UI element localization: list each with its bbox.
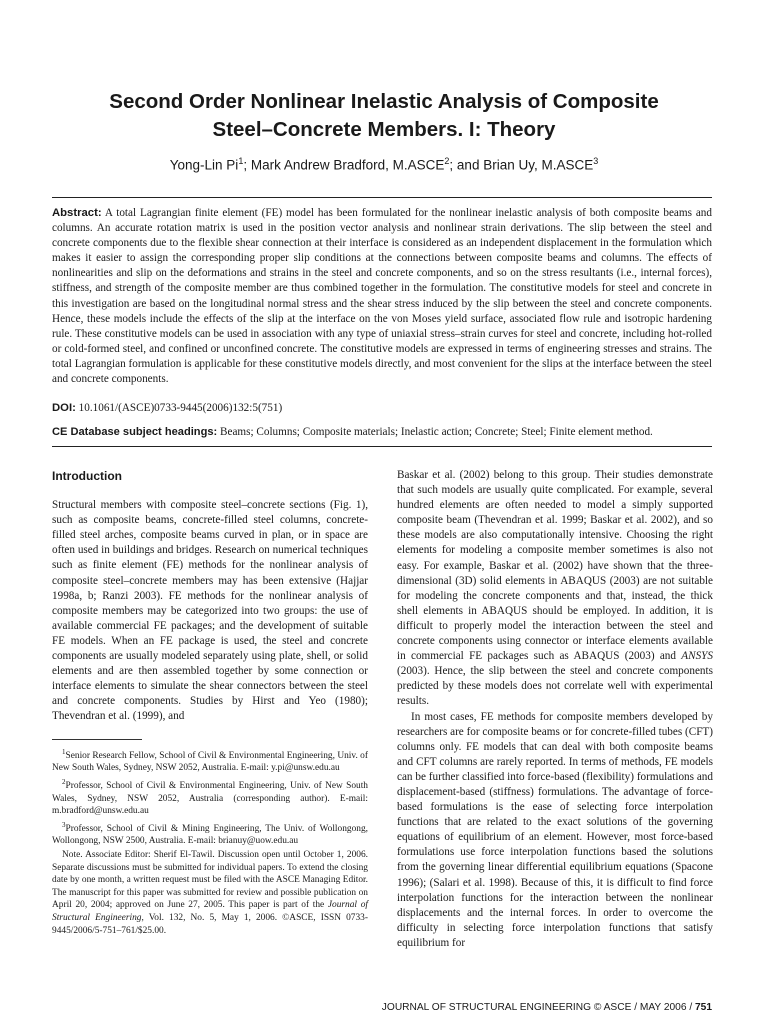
left-column xyxy=(52,467,368,938)
author-list xyxy=(40,156,728,173)
header-rule xyxy=(52,197,712,198)
title-line-1: Second Order Nonlinear Inelastic Analysis of Composite xyxy=(109,90,659,113)
footnotes xyxy=(52,746,368,938)
journal-name: Journal of Structural Engineering xyxy=(52,900,368,923)
author-1: Yong-Lin Pi xyxy=(169,157,239,173)
footnote-rule xyxy=(52,739,142,740)
footnote-1: $^1$Senior Research Fellow, School of Civil & Environmental Engineering, Univ. of New South Wales, Sydney, NSW 2052, Australia. E-mail: y.pi@unsw.edu.au xyxy=(52,747,368,774)
subject-headings-value: Beams; Columns; Composite materials; Inelastic action; Concrete; Steel; Finite element method. xyxy=(220,426,653,438)
body-paragraph-continued: Baskar et al. (2002) belong to this group. Their studies demonstrate that such models are usually quite complicated. For example, several hundred elements are often needed to model a simply supported composite beam (Thevendran et al. 1999; Baskar et al. 2002), and so these models are also computationally intensive. Choosing the right elements for modeling a composite member sometimes is also not easy. For example, Baskar et al. (2002) have shown that the three-dimensional (3D) solid elements in ABAQUS (2003) are not suitable for modeling the concrete components and that, instead, the thick shell elements in ABAQUS should be employed. In addition, it is difficult to properly model the interaction between the steel and concrete components using connector or interface elements available in commercial FE packages such as ABAQUS (2003) and ANSYS (2003). Hence, the slip between the steel and concrete components predicted by these models does not correlate well with experimental results. xyxy=(397,469,713,708)
abstract xyxy=(52,206,712,387)
footnote-1-mark: 1 xyxy=(62,747,66,756)
abstract-rule xyxy=(52,446,712,447)
page-number: 751 xyxy=(695,1002,712,1013)
author-1-mark: 1 xyxy=(238,156,244,166)
author-3: ; and Brian Uy, M.ASCE xyxy=(449,157,594,173)
author-3-mark: 3 xyxy=(593,156,599,166)
intro-paragraph-1: Structural members with composite steel–concrete sections (Fig. 1), such as composite beams, concrete-filled steel columns, concrete-filled steel arches, composite beams curved in plan, or in space are often used in buildings and bridges. Research on numerical techniques such as finite element (FE) methods for the nonlinear analysis of composite steel–concrete members may has been extensive (Hajjar 1998a, b; Ranzi 2003). FE methods for the nonlinear analysis of composite members may be categorized into two groups: the use of available commercial FE packages; and the development of suitable FE models. When an FE package is used, the steel and concrete components are usually modeled separately using plate, shell, or solid elements and are then assembled together by some connection or interface elements to simulate the shear connectors between the steel and concrete components. Studies by Hirst and Yeo (1980); Thevendran et al. (1999), and xyxy=(52,499,368,723)
ansys-name: ANSYS xyxy=(681,650,713,663)
paper-title xyxy=(40,88,728,144)
right-column xyxy=(397,468,713,951)
author-2: ; Mark Andrew Bradford, M.ASCE xyxy=(243,157,445,173)
page-footer xyxy=(382,1002,712,1013)
section-heading-introduction: Introduction xyxy=(52,469,122,483)
abstract-label: Abstract: xyxy=(52,207,102,219)
footnote-3-mark: 3 xyxy=(62,820,66,829)
author-2-mark: 2 xyxy=(444,156,450,166)
subject-headings-label: CE Database subject headings: xyxy=(52,426,218,438)
doi-value: 10.1061/(ASCE)0733-9445(2006)132:5(751) xyxy=(78,402,283,414)
footnote-3: $^3$Professor, School of Civil & Mining Engineering, The Univ. of Wollongong, Wollongong, NSW 2500, Australia. E-mail: brianuy@uow.edu.au xyxy=(52,820,368,847)
doi-line xyxy=(52,402,712,414)
subject-headings xyxy=(52,426,712,438)
editorial-note: Note. Associate Editor: Sherif El-Tawil. Discussion open until October 1, 2006. Separate discussions must be submitted for individual papers. To extend the closing date by one month, a written request must be filed with the ASCE Managing Editor. The manuscript for this paper was submitted for review and possible publication on April 20, 2004; approved on June 27, 2005. This paper is part of the Journal of Structural Engineering, Vol. 132, No. 5, May 1, 2006. ©ASCE, ISSN 0733-9445/2006/5-751–761/$25.00. xyxy=(52,850,368,936)
abstract-text: A total Lagrangian finite element (FE) model has been formulated for the nonlinear inelastic analysis of both composite beams and columns. An accurate rotation matrix is used in the position vector analysis and nonlinear strain derivations. The slip between the steel and concrete components due to the flexible shear connection at their interface is considered as an independent displacement in the formulation which makes it easier to assign the corresponding proper slip conditions at the connections between composite beams and columns. The effects of nonlinearities and slip on the deformations and strains in the steel and concrete components, and so on the stress resultants (i.e., internal forces), stiffness, and strength of the composite member are thus combined together in the formulation. The constitutive models for steel and concrete in this investigation are based on the longitudinal normal stress and the shear stress induced by the slip between the steel and concrete components. Hence, these models include the effects of the slip at the interface on the von Moses yield surface, associated flow rule and isotropic hardening rule. These constitutive models can be used in association with any type of uniaxial stress–strain curves for steel and concrete, including hot-rolled or cold-formed steel, and confined or unconfined concrete. The constitutive models are expressed in terms of engineering stresses and strains. The total Lagrangian formulation is applicable for these constitutive models directly, and most convenient for the slips at the interface between the steel and concrete components. xyxy=(52,207,712,386)
doi-label: DOI: xyxy=(52,402,76,414)
title-line-2: Steel–Concrete Members. I: Theory xyxy=(212,118,556,141)
footnote-2: $^2$Professor, School of Civil & Environmental Engineering, Univ. of New South Wales, Sydney, NSW 2052, Australia (corresponding author). E-mail: m.bradford@unsw.edu.au xyxy=(52,777,368,817)
footnote-2-mark: 2 xyxy=(62,777,66,786)
footer-journal: JOURNAL OF STRUCTURAL ENGINEERING © ASCE / MAY 2006 / xyxy=(381,1002,695,1013)
body-paragraph-2: In most cases, FE methods for composite members developed by researchers are for composite beams or for concrete-filled tubes (CFT) columns only. FE models that can deal with both composite beams and CFT columns are rarely reported. In terms of methods, FE models can be further classified into force-based (flexibility) formulations and displacement-based (stiffness) formulations. The advantage of force-based formulations is the ease of selecting force interpolation functions that are related to the exact solutions of the governing equations of equilibrium of an element. However, most force-based formulations use force interpolation functions based the solutions from the governing linear differential equilibrium equations (Spacone 1996); (Salari et al. 1998). Because of this, it is difficult to find force interpolation functions for the interaction between the nonlinear displacements and the internal forces. In order to overcome the difficulty in selecting force interpolation functions that satisfy equilibrium for xyxy=(397,710,713,949)
